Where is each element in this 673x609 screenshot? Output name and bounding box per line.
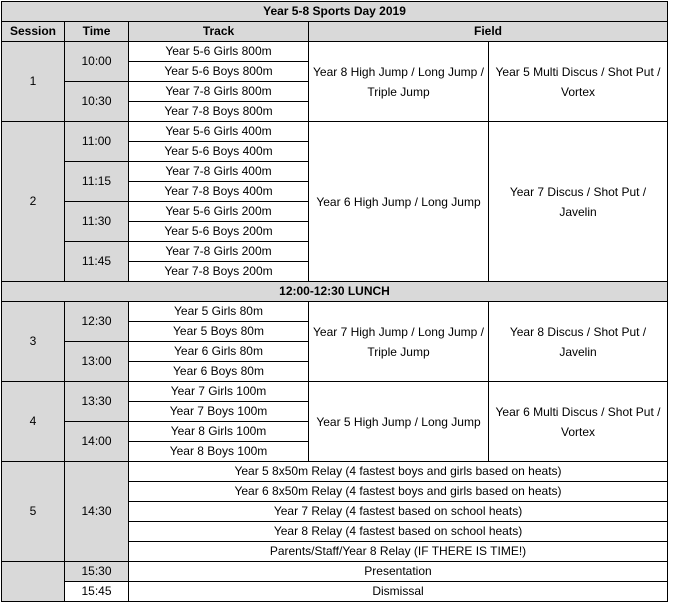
field-event-cell[interactable]: Year 7 Discus / Shot Put / Javelin [489, 122, 668, 282]
track-event-cell[interactable]: Year 6 Girls 80m [129, 342, 309, 362]
header-field[interactable]: Field [309, 22, 668, 42]
time-cell[interactable]: 15:30 [65, 562, 129, 582]
time-cell[interactable]: 14:00 [65, 422, 129, 462]
field-event-cell[interactable]: Year 7 High Jump / Long Jump / Triple Jump [309, 302, 489, 382]
field-event-cell[interactable]: Year 6 Multi Discus / Shot Put / Vortex [489, 382, 668, 462]
track-event-cell[interactable]: Year 7-8 Girls 200m [129, 242, 309, 262]
table-row [2, 462, 668, 482]
track-event-cell[interactable]: Year 7-8 Boys 800m [129, 102, 309, 122]
title-row [2, 2, 668, 22]
time-cell[interactable]: 15:45 [65, 582, 129, 602]
time-cell[interactable]: 14:30 [65, 462, 129, 562]
relay-event-cell[interactable]: Year 8 Relay (4 fastest based on school heats) [129, 522, 668, 542]
field-event-cell[interactable]: Year 8 Discus / Shot Put / Javelin [489, 302, 668, 382]
time-cell[interactable]: 10:00 [65, 42, 129, 82]
track-event-cell[interactable]: Year 5-6 Girls 200m [129, 202, 309, 222]
track-event-cell[interactable]: Year 5-6 Boys 400m [129, 142, 309, 162]
field-event-cell[interactable]: Year 5 High Jump / Long Jump [309, 382, 489, 462]
track-event-cell[interactable]: Year 7-8 Girls 800m [129, 82, 309, 102]
session-1-label[interactable]: 1 [2, 42, 65, 122]
track-event-cell[interactable]: Year 8 Girls 100m [129, 422, 309, 442]
track-event-cell[interactable]: Year 5-6 Girls 800m [129, 42, 309, 62]
session-2-label[interactable]: 2 [2, 122, 65, 282]
time-cell[interactable]: 11:30 [65, 202, 129, 242]
track-event-cell[interactable]: Year 7 Girls 100m [129, 382, 309, 402]
closing-event-cell[interactable]: Presentation [129, 562, 668, 582]
sports-day-schedule-table [1, 1, 668, 602]
track-event-cell[interactable]: Year 5-6 Girls 400m [129, 122, 309, 142]
relay-event-cell[interactable]: Parents/Staff/Year 8 Relay (IF THERE IS TIME!) [129, 542, 668, 562]
track-event-cell[interactable]: Year 5 Girls 80m [129, 302, 309, 322]
closing-event-cell[interactable]: Dismissal [129, 582, 668, 602]
sheet-title[interactable]: Year 5-8 Sports Day 2019 [2, 2, 668, 22]
table-row [2, 382, 668, 402]
relay-event-cell[interactable]: Year 6 8x50m Relay (4 fastest boys and girls based on heats) [129, 482, 668, 502]
time-cell[interactable]: 10:30 [65, 82, 129, 122]
table-row [2, 42, 668, 62]
lunch-banner[interactable]: 12:00-12:30 LUNCH [2, 282, 668, 302]
session-3-label[interactable]: 3 [2, 302, 65, 382]
relay-event-cell[interactable]: Year 5 8x50m Relay (4 fastest boys and girls based on heats) [129, 462, 668, 482]
relay-event-cell[interactable]: Year 7 Relay (4 fastest based on school heats) [129, 502, 668, 522]
time-cell[interactable]: 13:00 [65, 342, 129, 382]
header-time[interactable]: Time [65, 22, 129, 42]
track-event-cell[interactable]: Year 7-8 Girls 400m [129, 162, 309, 182]
field-event-cell[interactable]: Year 6 High Jump / Long Jump [309, 122, 489, 282]
table-row [2, 582, 668, 602]
header-session[interactable]: Session [2, 22, 65, 42]
table-row [2, 302, 668, 322]
time-cell[interactable]: 11:00 [65, 122, 129, 162]
time-cell[interactable]: 11:45 [65, 242, 129, 282]
track-event-cell[interactable]: Year 6 Boys 80m [129, 362, 309, 382]
track-event-cell[interactable]: Year 5-6 Boys 200m [129, 222, 309, 242]
track-event-cell[interactable]: Year 5 Boys 80m [129, 322, 309, 342]
time-cell[interactable]: 11:15 [65, 162, 129, 202]
session-4-label[interactable]: 4 [2, 382, 65, 462]
header-track[interactable]: Track [129, 22, 309, 42]
field-event-cell[interactable]: Year 5 Multi Discus / Shot Put / Vortex [489, 42, 668, 122]
time-cell[interactable]: 13:30 [65, 382, 129, 422]
track-event-cell[interactable]: Year 7-8 Boys 400m [129, 182, 309, 202]
table-row [2, 562, 668, 582]
session-5-label[interactable]: 5 [2, 462, 65, 562]
lunch-row [2, 282, 668, 302]
track-event-cell[interactable]: Year 7 Boys 100m [129, 402, 309, 422]
closing-session-cell[interactable] [2, 562, 65, 602]
track-event-cell[interactable]: Year 5-6 Boys 800m [129, 62, 309, 82]
table-row [2, 122, 668, 142]
time-cell[interactable]: 12:30 [65, 302, 129, 342]
track-event-cell[interactable]: Year 7-8 Boys 200m [129, 262, 309, 282]
header-row [2, 22, 668, 42]
track-event-cell[interactable]: Year 8 Boys 100m [129, 442, 309, 462]
field-event-cell[interactable]: Year 8 High Jump / Long Jump / Triple Jump [309, 42, 489, 122]
